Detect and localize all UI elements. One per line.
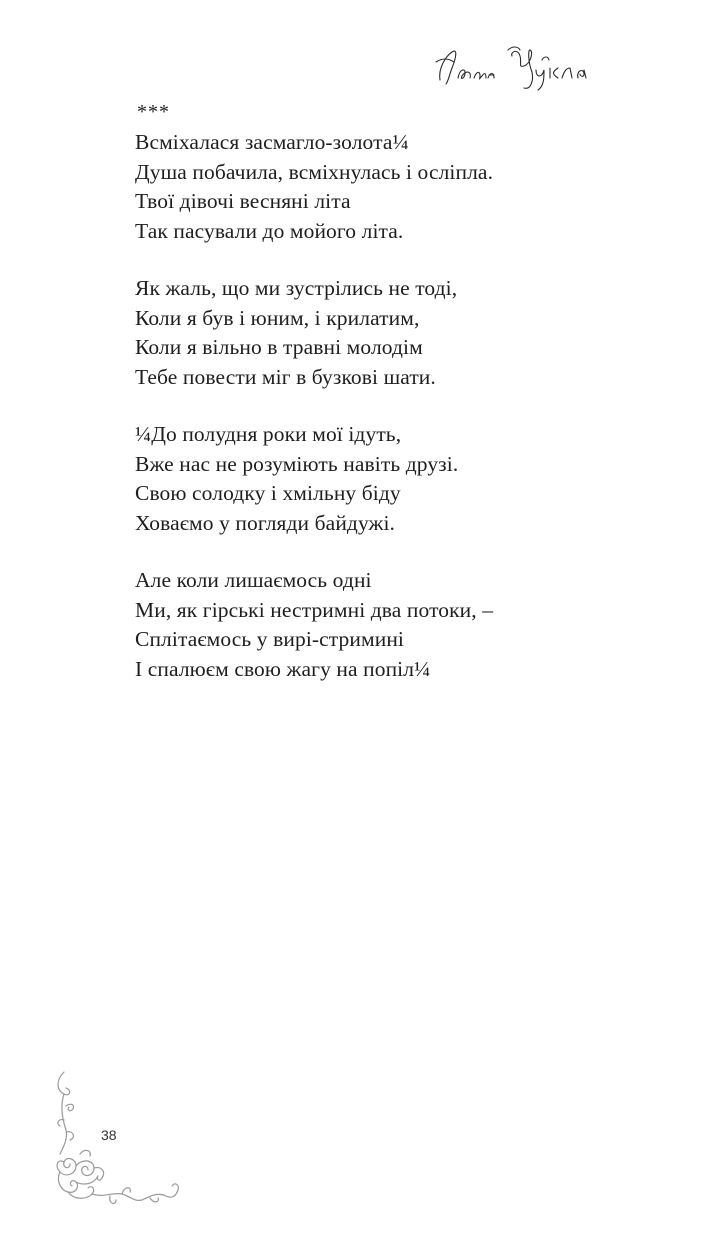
poem-line: Твої дівочі весняні літа	[135, 189, 351, 213]
stanza-1	[135, 128, 655, 246]
poem	[135, 100, 655, 712]
poem-line: Тебе повести міг в бузкові шати.	[135, 364, 436, 389]
stanza-4	[135, 566, 655, 684]
poem-line: Коли я був і юним, і крилатим,	[135, 305, 420, 330]
poem-line: Але коли лишаємось одні	[135, 568, 372, 592]
stanza-3	[135, 420, 655, 538]
poem-line: Вже нас не розуміють навіть друзі.	[135, 451, 459, 476]
floral-corner-ornament-icon	[50, 1062, 210, 1222]
poem-line: Всміхалася засмагло-золота¼	[135, 130, 409, 154]
poem-line: І спалюєм свою жагу на попіл¼	[135, 656, 431, 681]
poem-line: Коли я вільно в травні молодім	[135, 335, 423, 359]
page-number: 38	[101, 1127, 117, 1143]
handwritten-signature-icon	[432, 38, 617, 94]
stanza-2	[135, 274, 655, 392]
poem-line: Як жаль, що ми зустрілись не тоді,	[135, 276, 458, 300]
poem-line: Ми, як гірські нестримні два потоки, –	[135, 597, 494, 622]
poem-line: Так пасували до мойого літа.	[135, 218, 404, 243]
poem-line: Душа побачила, всміхнулась і осліпла.	[135, 159, 494, 184]
poem-line: Ховаємо у погляди байдужі.	[135, 510, 396, 535]
corner-ornament	[50, 1062, 210, 1222]
author-signature	[432, 38, 617, 94]
section-separator: ***	[137, 101, 170, 123]
poem-line: ¼До полудня роки мої ідуть,	[135, 422, 402, 446]
poem-line: Сплітаємось у вирі-стримині	[135, 627, 405, 651]
poem-line: Свою солодку і хмільну біду	[135, 481, 401, 505]
